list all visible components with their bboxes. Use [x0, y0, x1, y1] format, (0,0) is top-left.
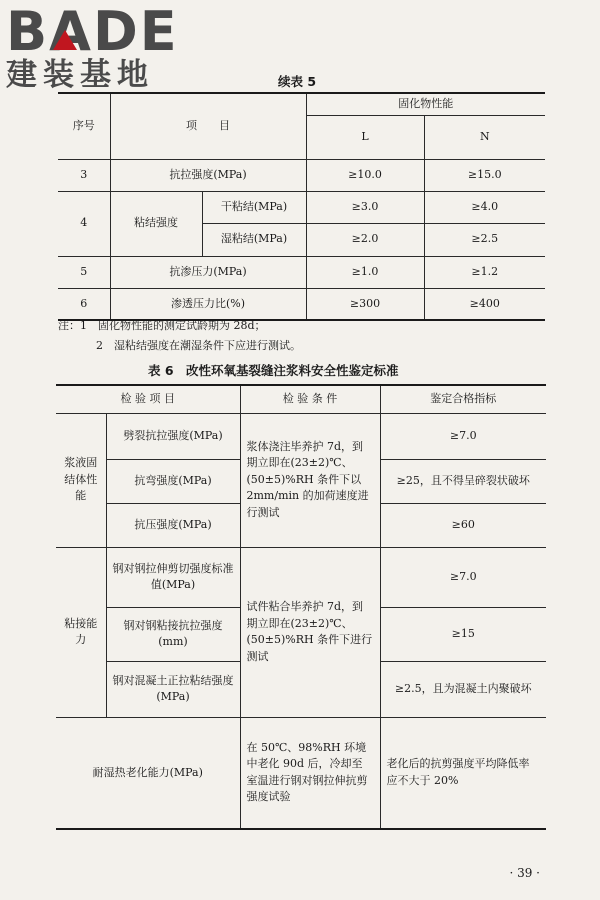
header-col-n: N [424, 115, 545, 159]
row-value-n: ≥400 [424, 288, 545, 320]
logo-subtitle: 建装基地 [6, 57, 154, 93]
header-no: 序号 [58, 93, 110, 159]
row-value-n: ≥1.2 [424, 256, 545, 288]
test-item: 抗弯强度(MPa) [106, 459, 240, 503]
row-value-l: ≥2.0 [306, 223, 424, 256]
row-subitem: 干粘结(MPa) [202, 191, 306, 223]
test-condition: 试件粘合毕养护 7d，到期立即在(23±2)℃、(50±5)%RH 条件下进行测试 [240, 547, 380, 717]
criteria-value: 老化后的抗剪强度平均降低率应不大于 20% [380, 717, 546, 829]
row-item: 抗渗压力(MPa) [110, 256, 306, 288]
test-item: 钢对钢拉伸剪切强度标准值(MPa) [106, 547, 240, 607]
row-group: 粘结强度 [110, 191, 202, 256]
group-label: 粘接能力 [56, 547, 106, 717]
table6-caption: 表 6 改性环氧基裂缝注浆料安全性鉴定标准 [148, 363, 399, 378]
header-item: 项 目 [110, 93, 306, 159]
row-no: 6 [58, 288, 110, 320]
logo-word: BADE [6, 0, 179, 63]
header-col-l: L [306, 115, 424, 159]
test-item: 抗压强度(MPa) [106, 503, 240, 547]
criteria-value: ≥7.0 [380, 413, 546, 459]
criteria-value: ≥60 [380, 503, 546, 547]
test-condition: 浆体浇注毕养护 7d，到期立即在(23±2)℃、(50±5)%RH 条件下以 2mm/min 的加荷速度进行测试 [240, 413, 380, 547]
header-item: 检 验 项 目 [56, 385, 240, 413]
page-number: · 39 · [509, 866, 540, 880]
row-no: 4 [58, 191, 110, 256]
test-condition: 在 50℃、98%RH 环境中老化 90d 后，冷却至室温进行钢对钢拉伸抗剪强度试验 [240, 717, 380, 829]
row-subitem: 湿粘结(MPa) [202, 223, 306, 256]
row-no: 3 [58, 159, 110, 191]
criteria-value: ≥2.5，且为混凝土内聚破坏 [380, 661, 546, 717]
header-criteria: 鉴定合格指标 [380, 385, 546, 413]
criteria-value: ≥25，且不得呈碎裂状破坏 [380, 459, 546, 503]
table6 [56, 384, 546, 830]
test-item: 劈裂抗拉强度(MPa) [106, 413, 240, 459]
row-no: 5 [58, 256, 110, 288]
note-1: 注：1 固化物性能的测定试龄期为 28d； [58, 319, 266, 332]
row-item: 渗透压力比(%) [110, 288, 306, 320]
table5-notes [58, 316, 301, 356]
row-value-l: ≥3.0 [306, 191, 424, 223]
note-2: 2 湿粘结强度在潮湿条件下应进行测试。 [96, 339, 301, 352]
test-item: 耐湿热老化能力(MPa) [56, 717, 240, 829]
group-label: 浆液固结体性能 [56, 413, 106, 547]
criteria-value: ≥15 [380, 607, 546, 661]
table5-caption: 续表 5 [278, 74, 317, 89]
header-condition: 检 验 条 件 [240, 385, 380, 413]
row-value-l: ≥1.0 [306, 256, 424, 288]
table5 [58, 92, 545, 321]
header-group: 固化物性能 [306, 93, 545, 115]
test-item: 钢对混凝土正拉粘结强度(MPa) [106, 661, 240, 717]
row-value-n: ≥4.0 [424, 191, 545, 223]
test-item: 钢对钢粘接抗拉强度(mm) [106, 607, 240, 661]
row-value-n: ≥2.5 [424, 223, 545, 256]
row-item: 抗拉强度(MPa) [110, 159, 306, 191]
row-value-l: ≥300 [306, 288, 424, 320]
logo-triangle-mark [53, 30, 77, 50]
brand-logo [6, 0, 196, 94]
row-value-n: ≥15.0 [424, 159, 545, 191]
row-value-l: ≥10.0 [306, 159, 424, 191]
criteria-value: ≥7.0 [380, 547, 546, 607]
